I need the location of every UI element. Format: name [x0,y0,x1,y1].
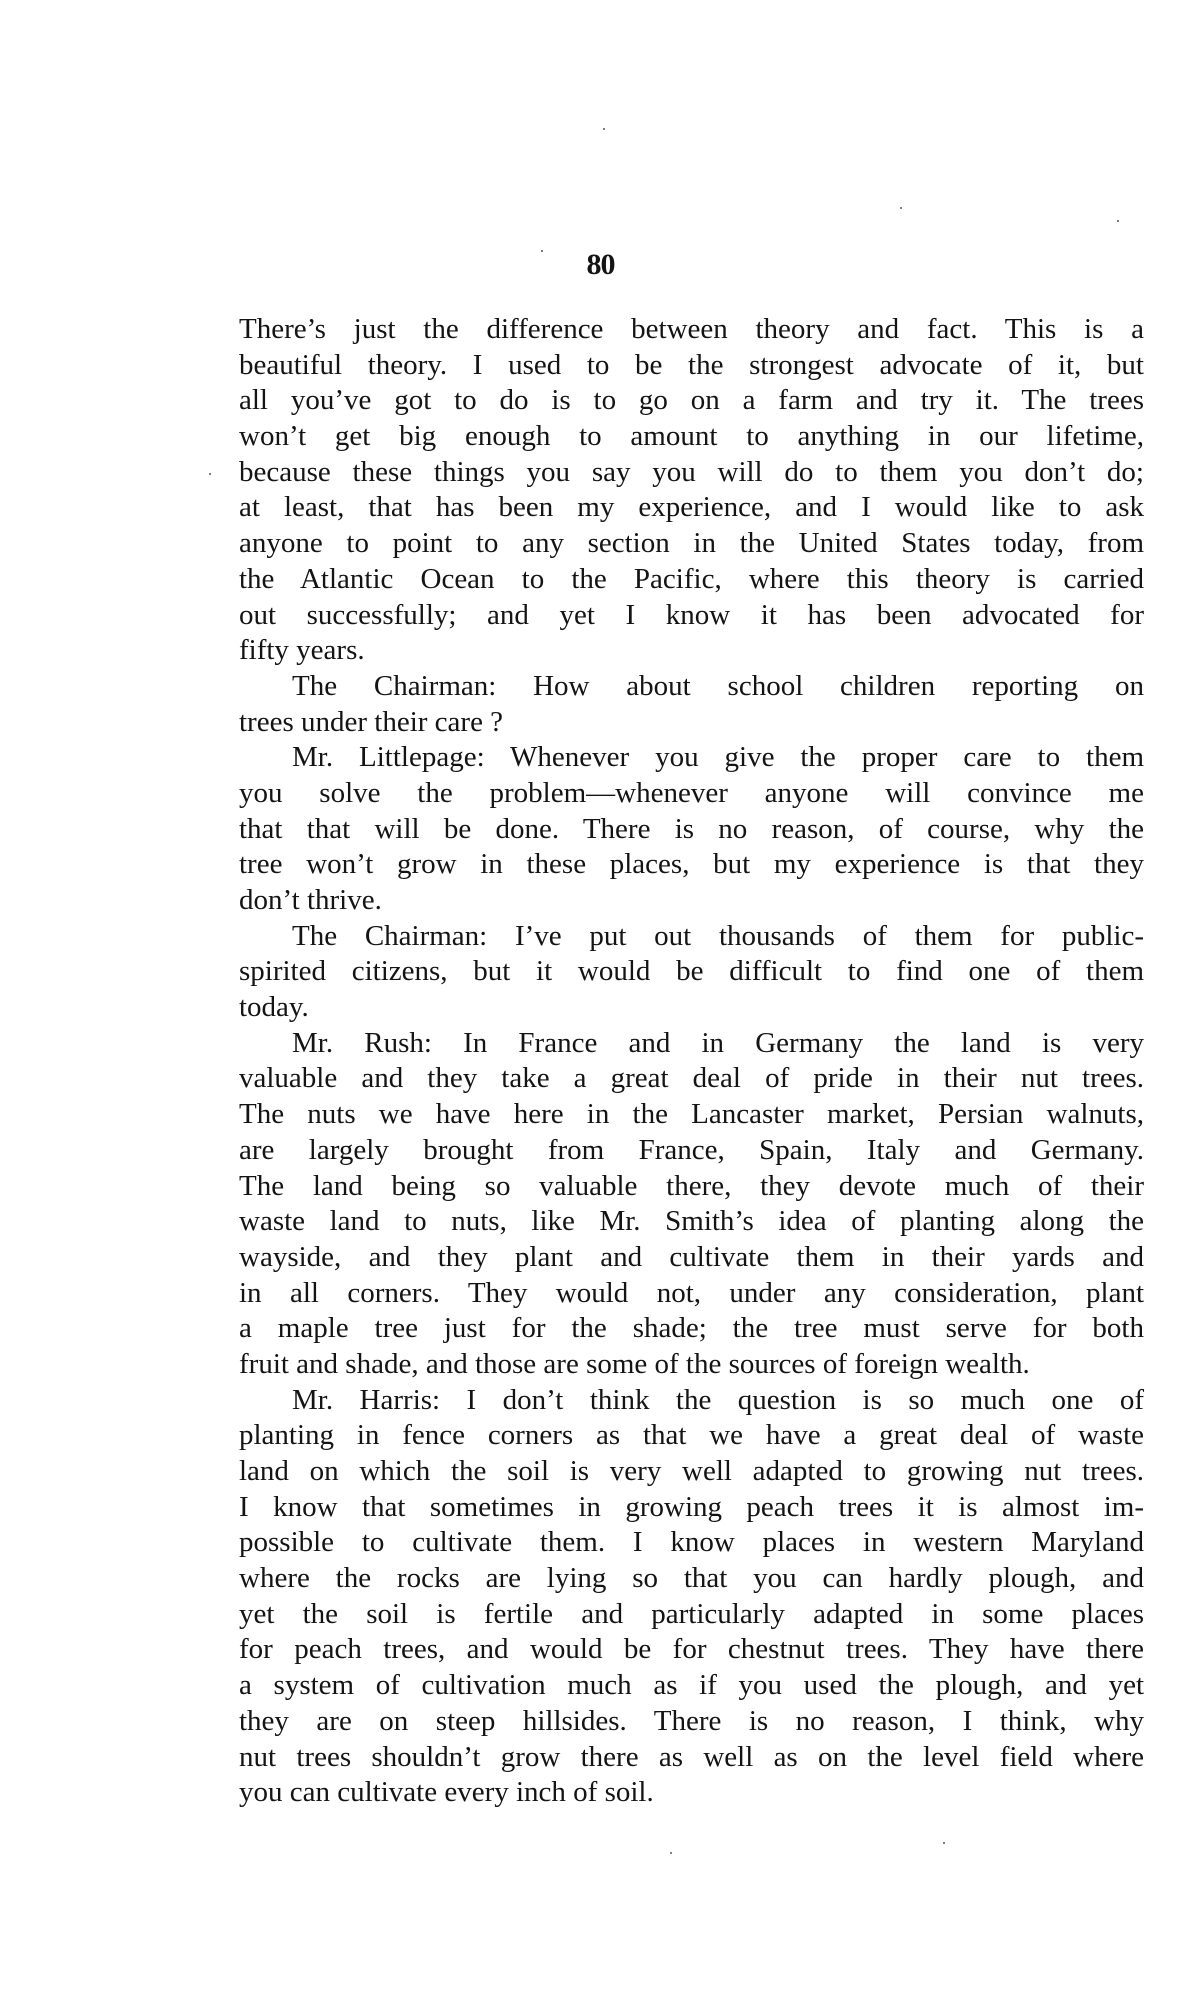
text-line: fifty years. [239,634,365,667]
text-line: waste land to nuts, like Mr. Smith’s idea of planting along the [239,1205,1144,1238]
text-line: Mr. Littlepage: Whenever you give the proper care to them [292,741,1144,774]
scan-speck [603,128,605,130]
text-line: The nuts we have here in the Lancaster market, Persian walnuts, [239,1098,1144,1131]
text-line: There’s just the difference between theory and fact. This is a [239,313,1144,345]
text-line: fruit and shade, and those are some of the sources of foreign wealth. [239,1347,1030,1380]
text-line: a maple tree just for the shade; the tree must serve for both [239,1312,1144,1345]
scan-speck [900,207,902,209]
text-line: they are on steep hillsides. There is no reason, I think, why [239,1704,1144,1737]
text-line: valuable and they take a great deal of pride in their nut trees. [239,1062,1144,1095]
text-line: trees under their care ? [239,705,504,738]
text-line: tree won’t grow in these places, but my experience is that they [239,848,1144,881]
scan-speck [541,250,543,252]
paragraph [239,919,1144,1026]
text-line: The Chairman: How about school children reporting on [292,669,1144,702]
text-line: a system of cultivation much as if you used the plough, and yet [239,1669,1144,1702]
text-line: in all corners. They would not, under any consideration, plant [239,1276,1144,1309]
text-line: you can cultivate every inch of soil. [239,1776,654,1809]
text-line: don’t thrive. [239,884,382,916]
text-line: that that will be done. There is no reason, of course, why the [239,812,1144,845]
paragraph [239,1026,1144,1383]
scan-speck [943,1842,945,1844]
page-body-text [239,312,1144,1811]
scan-speck [209,473,211,475]
text-line: nut trees shouldn’t grow there as well as on the level field where [239,1740,1144,1773]
text-line: at least, that has been my experience, and I would like to ask [239,491,1144,524]
text-line: The land being so valuable there, they devote much of their [239,1169,1144,1202]
text-line: wayside, and they plant and cultivate them in their yards and [239,1240,1144,1273]
paragraph [239,669,1144,740]
scan-speck [1117,220,1119,222]
paragraph [239,740,1144,918]
text-line: beautiful theory. I used to be the strongest advocate of it, but [239,348,1144,381]
text-line: the Atlantic Ocean to the Pacific, where this theory is carried [239,562,1144,595]
text-line: The Chairman: I’ve put out thousands of them for public- [292,919,1144,952]
text-line: because these things you say you will do to them you don’t do; [239,455,1144,488]
text-line: land on which the soil is very well adapted to growing nut trees. [239,1455,1144,1487]
text-line: all you’ve got to do is to go on a farm and try it. The trees [239,384,1144,417]
paragraph [239,1383,1144,1811]
text-line: are largely brought from France, Spain, Italy and Germany. [239,1133,1144,1166]
text-line: out successfully; and yet I know it has been advocated for [239,598,1144,631]
text-line: you solve the problem—whenever anyone will convince me [239,776,1144,809]
text-line: today. [239,991,309,1024]
scan-speck [670,1852,672,1854]
page-number: 80 [586,248,615,281]
paragraph [239,312,1144,669]
text-line: anyone to point to any section in the United States today, from [239,527,1144,560]
text-line: yet the soil is fertile and particularly adapted in some places [239,1597,1144,1630]
text-line: possible to cultivate them. I know places in western Maryland [239,1526,1144,1559]
text-line: spirited citizens, but it would be difficult to find one of them [239,955,1144,988]
text-line: I know that sometimes in growing peach trees it is almost im- [239,1490,1144,1523]
text-line: where the rocks are lying so that you can hardly plough, and [239,1562,1144,1595]
text-line: won’t get big enough to amount to anything in our lifetime, [239,420,1144,453]
text-line: for peach trees, and would be for chestnut trees. They have there [239,1633,1144,1666]
text-line: Mr. Rush: In France and in Germany the land is very [292,1026,1144,1059]
text-line: Mr. Harris: I don’t think the question is so much one of [292,1383,1144,1416]
text-line: planting in fence corners as that we have a great deal of waste [239,1419,1144,1452]
